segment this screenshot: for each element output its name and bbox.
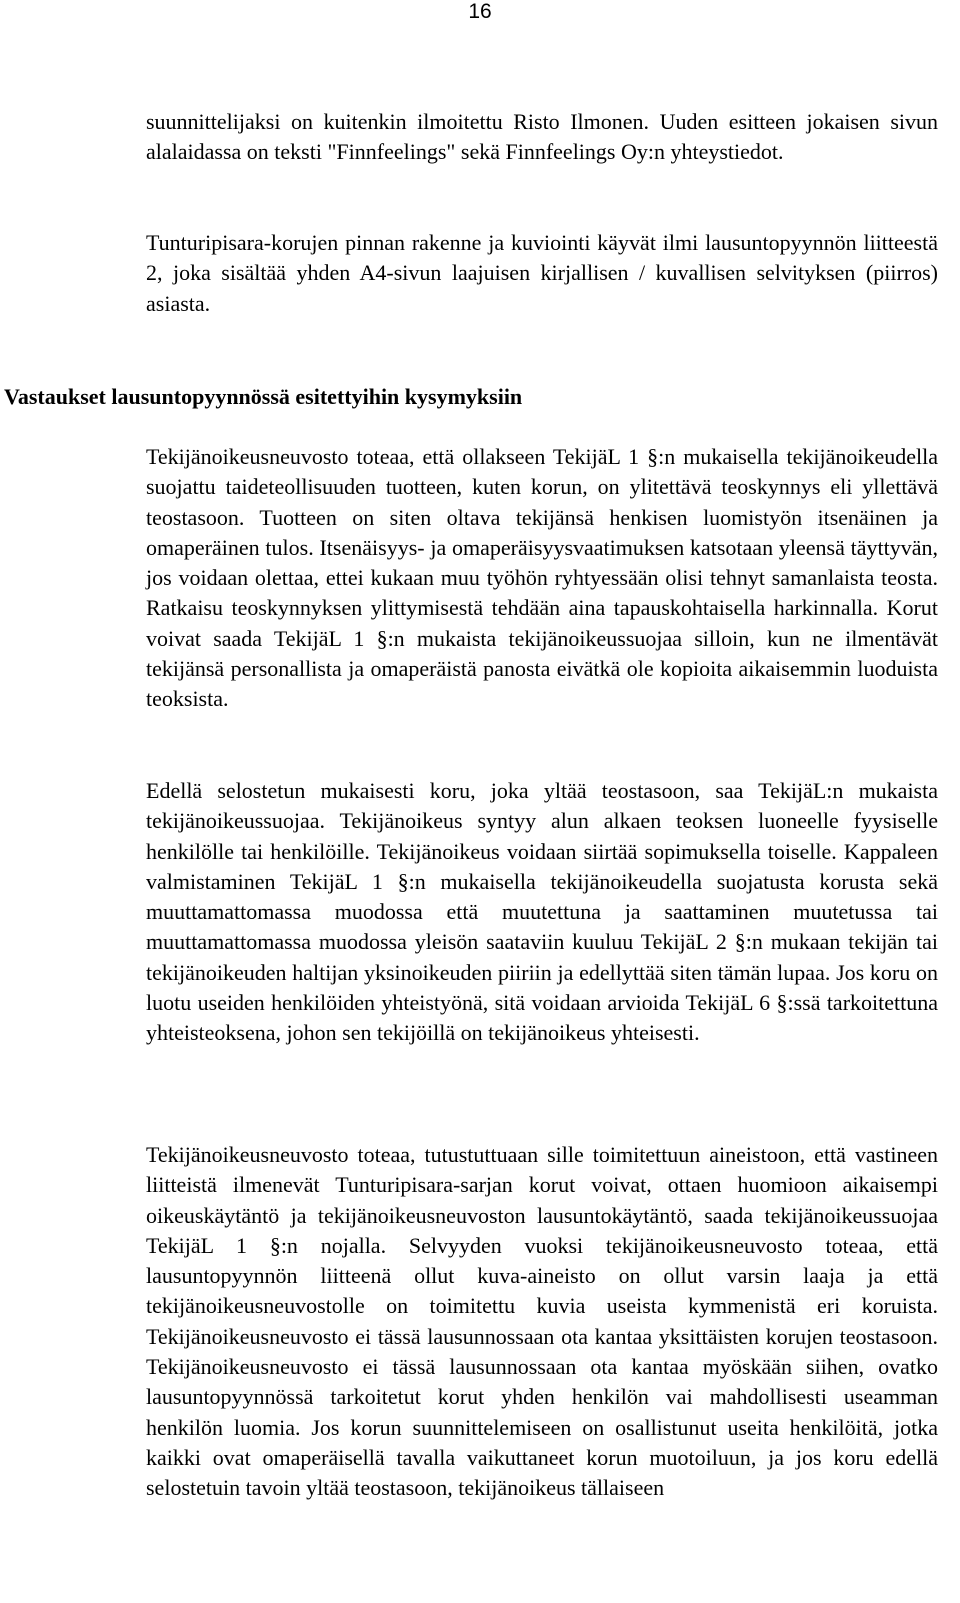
page-number: 16	[468, 0, 492, 23]
paragraph-surface-structure: Tunturipisara-korujen pinnan rakenne ja kuviointi käyvät ilmi lausuntopyynnön liitteestä 2, joka sisältää yhden A4-sivun laajuisen kirjallisen / kuvallisen selvityksen (piirros) asiasta.	[146, 230, 938, 316]
paragraph-threshold: Tekijänoikeusneuvosto toteaa, että ollakseen TekijäL 1 §:n mukaisella tekijänoikeudella suojattu taideteollisuuden tuotteen, kuten korun, on ylitettävä teoskynnys eli yllettävä teostasoon. Tuotteen on siten oltava tekijänsä henkisen luomistyön itsenäinen ja omaperäinen tulos. Itsenäisyys- ja omaperäisyysvaatimuksen katsotaan yleensä täyttyvän, jos voidaan olettaa, ettei kukaan muu työhön ryhtyessään olisi tehnyt samanlaista teosta. Ratkaisu teoskynnyksen ylittymisestä tehdään aina tapauskohtaisella harkinnalla. Korut voivat saada TekijäL 1 §:n mukaista tekijänoikeussuojaa silloin, kun ne ilmentävät tekijänsä personallista ja omaperäistä panosta eivätkä ole kopioita aikaisemmin luoduista teoksista.	[146, 444, 938, 712]
paragraph-intro: suunnittelijaksi on kuitenkin ilmoitettu Risto Ilmonen. Uuden esitteen jokaisen sivun alalaidassa on teksti "Finnfeelings" sekä Finnfeelings Oy:n yhteystiedot.	[146, 109, 938, 165]
paragraph-protection: Edellä selostetun mukaisesti koru, joka yltää teostasoon, saa TekijäL:n mukaista tekijänoikeussuojaa. Tekijänoikeus syntyy alun alkaen teoksen luoneelle fyysiselle henkilölle tai henkilöille. Tekijänoikeus voidaan siirtää sopimuksella toiselle. Kappaleen valmistaminen TekijäL 1 §:n mukaisella tekijänoikeudella suojatusta korusta sekä muuttamattomassa muodossa että muutettuna ja saattaminen muutetussa tai muuttamattomassa muodossa yleisön saataviin kuuluu TekijäL 2 §:n mukaan tekijän tai tekijänoikeuden haltijan yksinoikeuden piiriin ja edellyttää siten tämän lupaa. Jos koru on luotu useiden henkilöiden yhteistyönä, sitä voidaan arvioida TekijäL 6 §:ssä tarkoitettuna yhteisteoksena, johon sen tekijöillä on tekijänoikeus yhteisesti.	[146, 778, 938, 1046]
section-heading: Vastaukset lausuntopyynnössä esitettyihin kysymyksiin	[4, 384, 523, 409]
paragraph-conclusion: Tekijänoikeusneuvosto toteaa, tutustuttuaan sille toimitettuun aineistoon, että vastineen liitteistä ilmenevät Tunturipisara-sarjan korut voivat, ottaen huomioon aikaisempi oikeuskäytäntö ja tekijänoikeusneuvoston lausuntokäytäntö, saada tekijänoikeussuojaa TekijäL 1 §:n nojalla. Selvyyden vuoksi tekijänoikeusneuvosto toteaa, että lausuntopyynnön liitteenä ollut kuva-aineisto on ollut varsin laaja ja että tekijänoikeusneuvostolle on toimitettu kuvia useista kymmenistä eri koruista. Tekijänoikeusneuvosto ei tässä lausunnossaan ota kantaa yksittäisten korujen teostasoon. Tekijänoikeusneuvosto ei tässä lausunnossaan ota kantaa myöskään siihen, ovatko lausuntopyynnössä tarkoitetut korut yhden henkilön vai mahdollisesti useamman henkilön luomia. Jos korun suunnittelemiseen on osallistunut useita henkilöitä, jotka kaikki ovat omaperäisellä tavalla vaikuttaneet korun muotoiluun, ja jos koru edellä selostetuin tavoin yltää teostasoon, tekijänoikeus tällaiseen	[146, 1142, 938, 1501]
